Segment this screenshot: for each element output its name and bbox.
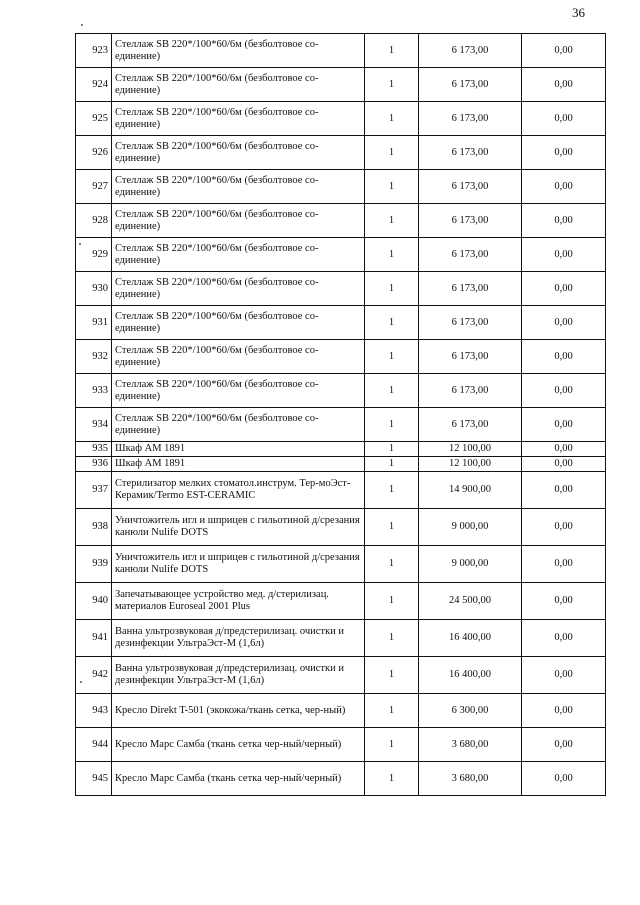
table-row: [76, 170, 606, 204]
item-price: 6 173,00: [419, 68, 522, 102]
item-price: 3 680,00: [419, 762, 522, 796]
table-row: [76, 340, 606, 374]
item-price: 6 173,00: [419, 34, 522, 68]
table-row: [76, 509, 606, 546]
table-row: [76, 620, 606, 657]
scan-speck: [81, 24, 83, 26]
page-number: 36: [572, 5, 585, 20]
item-amount: 0,00: [522, 102, 606, 136]
row-number: 934: [76, 408, 112, 442]
table-row: [76, 34, 606, 68]
table-row: [76, 657, 606, 694]
item-amount: 0,00: [522, 272, 606, 306]
item-price: 9 000,00: [419, 509, 522, 546]
row-number: 942: [76, 657, 112, 694]
item-price: 12 100,00: [419, 442, 522, 457]
item-price: 6 173,00: [419, 408, 522, 442]
row-number: 939: [76, 546, 112, 583]
row-number: 928: [76, 204, 112, 238]
row-number: 943: [76, 694, 112, 728]
item-name: Стеллаж SB 220*/100*60/6м (безболтовое со-единение): [112, 238, 365, 272]
row-number: 926: [76, 136, 112, 170]
item-name: Кресло Direkt T-501 (экокожа/ткань сетка, чер-ный): [112, 694, 365, 728]
row-number: 935: [76, 442, 112, 457]
row-number: 936: [76, 457, 112, 472]
item-quantity: 1: [365, 170, 419, 204]
item-quantity: 1: [365, 102, 419, 136]
item-name: Стеллаж SB 220*/100*60/6м (безболтовое со-единение): [112, 136, 365, 170]
table-row: [76, 472, 606, 509]
row-number: 931: [76, 306, 112, 340]
item-quantity: 1: [365, 620, 419, 657]
item-quantity: 1: [365, 509, 419, 546]
item-amount: 0,00: [522, 472, 606, 509]
item-price: 24 500,00: [419, 583, 522, 620]
item-amount: 0,00: [522, 306, 606, 340]
row-number: 938: [76, 509, 112, 546]
item-price: 6 173,00: [419, 306, 522, 340]
item-price: 6 173,00: [419, 340, 522, 374]
item-quantity: 1: [365, 457, 419, 472]
item-name: Стеллаж SB 220*/100*60/6м (безболтовое со-единение): [112, 272, 365, 306]
item-amount: 0,00: [522, 546, 606, 583]
item-name: Кресло Марс Самба (ткань сетка чер-ный/черный): [112, 728, 365, 762]
item-amount: 0,00: [522, 374, 606, 408]
item-quantity: 1: [365, 694, 419, 728]
item-amount: 0,00: [522, 34, 606, 68]
inventory-table: [75, 33, 606, 796]
item-name: Кресло Марс Самба (ткань сетка чер-ный/черный): [112, 762, 365, 796]
row-number: 927: [76, 170, 112, 204]
item-name: Стерилизатор мелких стоматол.инструм. Тер-моЭст-Керамик/Termo EST-CERAMIC: [112, 472, 365, 509]
item-amount: 0,00: [522, 204, 606, 238]
table-row: [76, 204, 606, 238]
item-quantity: 1: [365, 583, 419, 620]
row-number: 923: [76, 34, 112, 68]
item-amount: 0,00: [522, 509, 606, 546]
table-row: [76, 374, 606, 408]
item-name: Стеллаж SB 220*/100*60/6м (безболтовое со-единение): [112, 306, 365, 340]
row-number: 925: [76, 102, 112, 136]
item-quantity: 1: [365, 657, 419, 694]
item-amount: 0,00: [522, 136, 606, 170]
item-price: 16 400,00: [419, 620, 522, 657]
item-price: 6 173,00: [419, 170, 522, 204]
item-amount: 0,00: [522, 457, 606, 472]
item-name: Стеллаж SB 220*/100*60/6м (безболтовое со-единение): [112, 68, 365, 102]
item-quantity: 1: [365, 442, 419, 457]
item-quantity: 1: [365, 272, 419, 306]
table-row: [76, 546, 606, 583]
item-name: Уничтожитель игл и шприцев с гильотиной д/срезания канюли Nulife DOTS: [112, 509, 365, 546]
item-amount: 0,00: [522, 408, 606, 442]
item-price: 6 173,00: [419, 102, 522, 136]
item-name: Уничтожитель игл и шприцев с гильотиной д/срезания канюли Nulife DOTS: [112, 546, 365, 583]
item-price: 16 400,00: [419, 657, 522, 694]
table-row: [76, 306, 606, 340]
item-price: 6 173,00: [419, 238, 522, 272]
item-quantity: 1: [365, 204, 419, 238]
item-name: Шкаф AM 1891: [112, 442, 365, 457]
item-amount: 0,00: [522, 68, 606, 102]
item-quantity: 1: [365, 374, 419, 408]
table-row: [76, 102, 606, 136]
item-name: Запечатывающее устройство мед. д/стерилизац. материалов Euroseal 2001 Plus: [112, 583, 365, 620]
item-quantity: 1: [365, 136, 419, 170]
table-body: [76, 34, 606, 796]
row-number: 941: [76, 620, 112, 657]
table-row: [76, 272, 606, 306]
item-quantity: 1: [365, 306, 419, 340]
item-price: 9 000,00: [419, 546, 522, 583]
item-quantity: 1: [365, 340, 419, 374]
item-quantity: 1: [365, 472, 419, 509]
row-number: 940: [76, 583, 112, 620]
table-row: [76, 238, 606, 272]
item-name: Шкаф AM 1891: [112, 457, 365, 472]
item-quantity: 1: [365, 34, 419, 68]
item-amount: 0,00: [522, 238, 606, 272]
item-price: 6 173,00: [419, 204, 522, 238]
row-number: 933: [76, 374, 112, 408]
item-name: Стеллаж SB 220*/100*60/6м (безболтовое со-единение): [112, 204, 365, 238]
item-amount: 0,00: [522, 442, 606, 457]
item-quantity: 1: [365, 238, 419, 272]
item-price: 3 680,00: [419, 728, 522, 762]
item-price: 14 900,00: [419, 472, 522, 509]
item-quantity: 1: [365, 408, 419, 442]
table-row: [76, 762, 606, 796]
item-amount: 0,00: [522, 694, 606, 728]
item-name: Стеллаж SB 220*/100*60/6м (безболтовое со-единение): [112, 170, 365, 204]
item-amount: 0,00: [522, 728, 606, 762]
item-amount: 0,00: [522, 170, 606, 204]
table-row: [76, 68, 606, 102]
item-price: 6 300,00: [419, 694, 522, 728]
row-number: 945: [76, 762, 112, 796]
item-amount: 0,00: [522, 340, 606, 374]
table-row: [76, 583, 606, 620]
item-quantity: 1: [365, 762, 419, 796]
row-number: 937: [76, 472, 112, 509]
item-amount: 0,00: [522, 583, 606, 620]
table-row: [76, 694, 606, 728]
table-row: [76, 442, 606, 457]
table-row: [76, 457, 606, 472]
item-name: Ванна ультрозвуковая д/предстерилизац. очистки и дезинфекции УльтраЭст-М (1,6л): [112, 620, 365, 657]
item-price: 12 100,00: [419, 457, 522, 472]
item-price: 6 173,00: [419, 272, 522, 306]
item-name: Стеллаж SB 220*/100*60/6м (безболтовое со-единение): [112, 408, 365, 442]
row-number: 930: [76, 272, 112, 306]
item-amount: 0,00: [522, 762, 606, 796]
row-number: 932: [76, 340, 112, 374]
item-name: Стеллаж SB 220*/100*60/6м (безболтовое со-единение): [112, 374, 365, 408]
item-quantity: 1: [365, 68, 419, 102]
item-name: Стеллаж SB 220*/100*60/6м (безболтовое со-единение): [112, 34, 365, 68]
item-amount: 0,00: [522, 620, 606, 657]
table-row: [76, 408, 606, 442]
item-price: 6 173,00: [419, 136, 522, 170]
item-price: 6 173,00: [419, 374, 522, 408]
row-number: 929: [76, 238, 112, 272]
item-quantity: 1: [365, 546, 419, 583]
item-name: Стеллаж SB 220*/100*60/6м (безболтовое со-единение): [112, 340, 365, 374]
row-number: 944: [76, 728, 112, 762]
row-number: 924: [76, 68, 112, 102]
table-row: [76, 136, 606, 170]
item-quantity: 1: [365, 728, 419, 762]
table-row: [76, 728, 606, 762]
item-amount: 0,00: [522, 657, 606, 694]
item-name: Ванна ультрозвуковая д/предстерилизац. очистки и дезинфекции УльтраЭст-М (1,6л): [112, 657, 365, 694]
item-name: Стеллаж SB 220*/100*60/6м (безболтовое со-единение): [112, 102, 365, 136]
